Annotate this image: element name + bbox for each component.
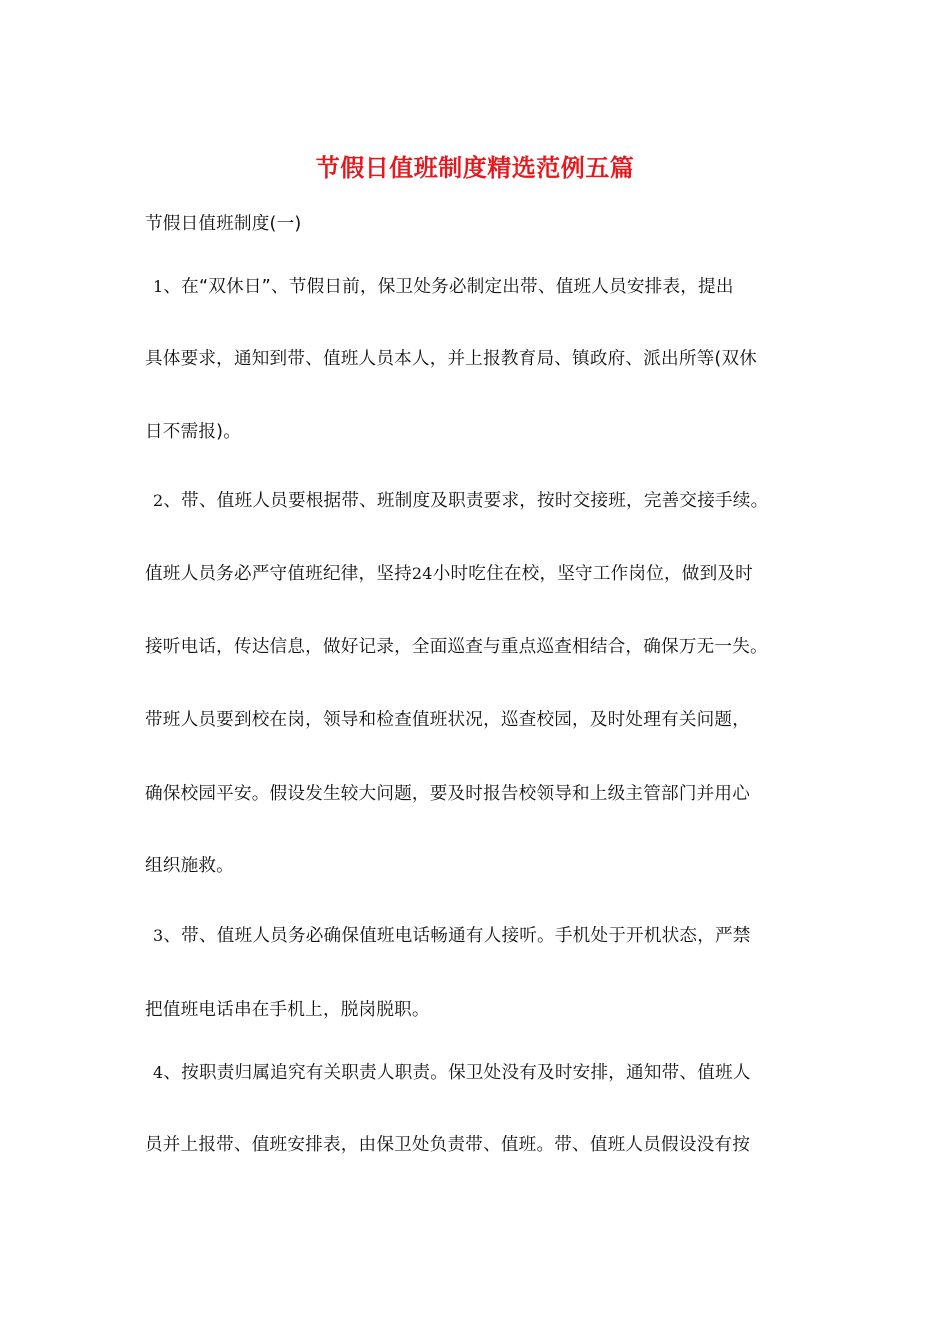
paragraph-4-line-1 xyxy=(145,1059,833,1087)
section-heading: 节假日值班制度(一) xyxy=(145,214,302,234)
paragraph-2-line-4: 带班人员要到校在岗，领导和检查值班状况，巡查校园，及时处理有关问题， xyxy=(145,710,750,730)
paragraph-1-text: 、在“双休日”、节假日前，保卫处务必制定出带、值班人员安排表，提出 xyxy=(163,277,734,297)
paragraph-2-line-5: 确保校园平安。假设发生较大问题，要及时报告校领导和上级主管部门并用心 xyxy=(145,784,750,804)
paragraph-1-number: 1 xyxy=(153,277,164,296)
paragraph-3-text: 、带、值班人员务必确保值班电话畅通有人接听。手机处于开机状态，严禁 xyxy=(163,926,751,946)
paragraph-4-number: 4 xyxy=(153,1063,164,1082)
paragraph-2-line-6: 组织施救。 xyxy=(145,856,234,876)
paragraph-1-line-1 xyxy=(145,273,833,301)
paragraph-3-line-2: 把值班电话串在手机上，脱岗脱职。 xyxy=(145,1000,430,1020)
paragraph-2-hours: 24 xyxy=(411,564,433,583)
paragraph-1-line-2: 具体要求，通知到带、值班人员本人，并上报教育局、镇政府、派出所等(双休 xyxy=(145,349,758,369)
document-title: 节假日值班制度精选范例五篇 xyxy=(315,154,635,182)
paragraph-2-line-2-start: 值班人员务必严守值班纪律，坚持 xyxy=(145,564,412,584)
paragraph-2-line-2-end: 小时吃住在校，坚守工作岗位，做到及时 xyxy=(432,564,753,584)
paragraph-2-text: 、带、值班人员要根据带、班制度及职责要求，按时交接班，完善交接手续。 xyxy=(163,491,769,511)
paragraph-2-line-1 xyxy=(145,487,833,515)
paragraph-2-number: 2 xyxy=(153,491,164,510)
paragraph-2-line-2 xyxy=(145,560,825,588)
paragraph-4-line-2: 员并上报带、值班安排表，由保卫处负责带、值班。带、值班人员假设没有按 xyxy=(145,1135,750,1155)
paragraph-3-number: 3 xyxy=(153,926,164,945)
paragraph-4-text: 、按职责归属追究有关职责人职责。保卫处没有及时安排，通知带、值班人 xyxy=(163,1063,751,1083)
paragraph-2-line-3: 接听电话，传达信息，做好记录，全面巡查与重点巡查相结合，确保万无一失。 xyxy=(145,637,768,657)
paragraph-3-line-1 xyxy=(145,922,833,950)
paragraph-1-line-3: 日不需报)。 xyxy=(145,422,242,442)
